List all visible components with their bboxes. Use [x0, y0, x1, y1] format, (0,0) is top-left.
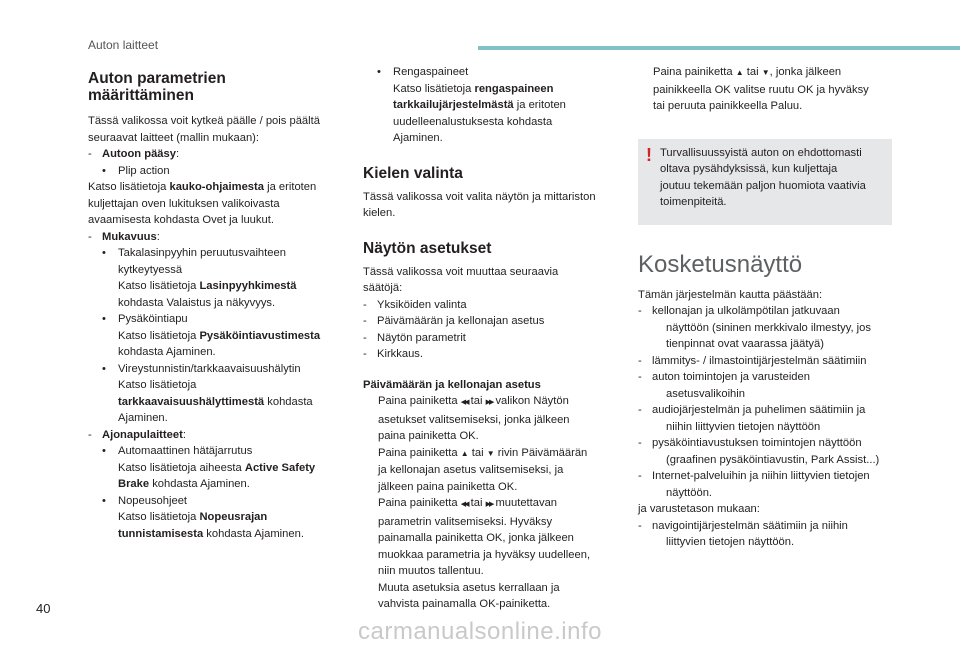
watermark: carmanualsonline.info — [358, 618, 602, 645]
text — [118, 526, 304, 543]
text: Rengaspaineet — [393, 66, 469, 78]
text: kohdasta Ajaminen. — [118, 346, 216, 358]
column-3 — [638, 64, 898, 551]
text: valikon Näytön — [492, 395, 569, 407]
text: lämmitys- / ilmastointijärjestelmän säätimiin — [652, 354, 867, 367]
arrow-icon — [363, 445, 378, 496]
text: joutuu tekemään paljon huomiota vaativia — [660, 179, 866, 192]
step-confirm — [638, 64, 898, 115]
text: asetukset valitsemiseksi, jonka jälkeen — [378, 413, 570, 426]
dash-marker: - — [638, 470, 642, 482]
lang-line-1: Tässä valikossa voit valita näytön ja mittariston — [363, 190, 596, 203]
text: Automaattinen hätäjarrutus — [118, 445, 253, 457]
bold-text: Nopeusrajan — [199, 511, 268, 523]
text — [118, 509, 304, 526]
section-heading-touchscreen: Kosketusnäyttö — [638, 250, 803, 278]
text: Paina painiketta — [653, 66, 736, 78]
text: Nopeusohjeet — [118, 494, 188, 507]
text — [118, 328, 320, 345]
bullet-text: Plip action — [118, 164, 170, 177]
text: Katso lisätietoja — [118, 280, 200, 292]
list-item — [638, 303, 898, 353]
text: kohdasta Ajaminen. — [203, 527, 304, 540]
text: kohdasta Valaistus ja näkyvyys. — [118, 296, 276, 309]
list-item — [363, 297, 615, 314]
column-1 — [88, 64, 350, 542]
text: tai — [467, 497, 486, 509]
text: asetusvalikoihin — [666, 387, 745, 400]
colon: : — [156, 230, 160, 243]
list-item — [638, 353, 898, 370]
bullet-marker: • — [102, 247, 106, 259]
step-2 — [363, 445, 615, 496]
text: toimenpiteitä. — [660, 196, 727, 208]
step-4 — [363, 580, 615, 613]
text: kellonajan ja ulkolämpötilan jatkuvaan — [652, 305, 840, 317]
bullet-marker: • — [102, 164, 106, 177]
text: ja eritoten — [263, 181, 317, 193]
text: Takalasinpyyhin peruutusvaihteen — [118, 247, 286, 259]
dash-marker: - — [638, 437, 642, 449]
bullet-tyre-pressure — [363, 64, 615, 147]
text: ja eritoten — [513, 99, 566, 111]
text: Vireystunnistin/tarkkaavaisuushälytin — [118, 362, 301, 375]
step-3 — [363, 495, 615, 580]
dash-marker: - — [638, 404, 642, 416]
list-text: Päivämäärän ja kellonajan asetus — [377, 315, 545, 327]
text — [393, 97, 566, 114]
down-icon: ▼ — [761, 68, 770, 77]
item-title-access: Autoon pääsy — [102, 148, 176, 160]
text: pysäköintiavustuksen toimintojen näyttöön — [652, 437, 862, 449]
touch-intro: Tämän järjestelmän kautta päästään: — [638, 288, 823, 301]
text: kohdasta — [264, 395, 313, 408]
arrow-icon — [638, 64, 653, 115]
safety-warning-box — [638, 139, 892, 225]
text: Katso lisätietoja — [393, 82, 475, 95]
bullet-speed-advice — [88, 493, 350, 543]
text: auton toimintojen ja varusteiden — [652, 371, 810, 383]
text: tienpinnat ovat vaarassa jäätyä) — [666, 338, 824, 350]
text: rivin Päivämäärän — [494, 446, 588, 459]
item-title-comfort: Mukavuus — [102, 230, 157, 243]
text: Ajaminen. — [393, 132, 443, 144]
disp-line-2: säätöjä: — [363, 282, 403, 294]
arrow-icon — [363, 580, 378, 613]
text: Paina painiketta — [378, 497, 461, 509]
text — [393, 81, 566, 98]
text — [378, 445, 587, 463]
text: jälkeen paina painiketta OK. — [378, 480, 518, 493]
section-heading-display-settings: Näytön asetukset — [363, 239, 492, 257]
list-item — [638, 402, 898, 435]
text: näyttöön. — [666, 486, 713, 499]
bold-text: kauko-ohjaimesta — [169, 181, 264, 193]
text: Katso lisätietoja — [118, 379, 197, 391]
bold-text: tunnistamisesta — [118, 527, 204, 540]
list-item — [363, 330, 615, 347]
text: , jonka jälkeen — [769, 66, 842, 78]
arrow-icon — [363, 393, 378, 445]
page-number: 40 — [36, 601, 51, 616]
dash-marker: - — [88, 148, 92, 160]
text: näyttöön (sininen merkkivalo ilmestyy, jos — [666, 321, 871, 334]
dash-marker: - — [363, 348, 367, 360]
bullet-plip — [88, 163, 350, 180]
bullet-attention-alert — [88, 361, 350, 427]
disp-line-1: Tässä valikossa voit muuttaa seuraavia — [363, 265, 559, 278]
double-right-icon: ▶▶ — [485, 501, 493, 508]
text: Pysäköintiapu — [118, 313, 188, 325]
list-item-access — [88, 146, 350, 163]
text: vahvista painamalla OK-painiketta. — [378, 598, 551, 610]
text: Paina painiketta — [378, 395, 461, 407]
text: paina painiketta OK. — [378, 430, 479, 442]
bold-text: tarkkailujärjestelmästä — [393, 99, 514, 111]
text — [118, 394, 313, 411]
text: parametrin valitsemiseksi. Hyväksy — [378, 515, 553, 528]
text: niihin liittyvien tietojen näyttöön — [666, 420, 821, 433]
bold-text: Brake — [118, 478, 150, 490]
dash-marker: - — [638, 305, 642, 317]
text: muutettavan — [492, 497, 558, 509]
bullet-marker: • — [102, 445, 106, 457]
header-accent-bar — [478, 46, 960, 50]
list-text: Kirkkaus. — [377, 348, 424, 360]
text: Katso lisätietoja — [118, 329, 200, 342]
text: ja kellonajan asetus valitsemiseksi, ja — [378, 464, 564, 476]
list-item — [363, 313, 615, 330]
text: muokkaa parametria ja hyväksy uudelleen, — [378, 548, 591, 561]
text: Muuta asetuksia asetus kerrallaan ja — [378, 581, 560, 594]
bullet-rear-wiper — [88, 245, 350, 311]
bullet-parking-aid — [88, 311, 350, 361]
text: Katso lisätietoja aiheesta — [118, 461, 245, 474]
intro-line-2: seuraavat laitteet (mallin mukaan): — [88, 131, 259, 144]
section-heading-vehicle-parameters — [88, 70, 350, 104]
text: navigointijärjestelmän säätimiin ja niihin — [652, 519, 848, 532]
text — [378, 495, 590, 514]
para-remote-line-2: kuljettajan oven lukituksen valikoivasta — [88, 197, 280, 210]
bullet-marker: • — [377, 66, 381, 78]
lang-line-2: kielen. — [363, 207, 396, 219]
text: Ajaminen. — [118, 412, 168, 424]
text — [118, 278, 296, 295]
step-1 — [363, 393, 615, 445]
subheading-date-time: Päivämäärän ja kellonajan asetus — [363, 378, 541, 391]
list-item — [638, 518, 898, 551]
text: kohdasta Ajaminen. — [149, 478, 250, 490]
text: tai peruuta painikkeella Paluu. — [653, 100, 803, 112]
list-item — [638, 369, 898, 402]
text: kytkeytyessä — [118, 263, 183, 276]
bold-text: Lasinpyyhkimestä — [199, 280, 297, 292]
dash-marker: - — [638, 354, 642, 367]
list-item — [638, 435, 898, 468]
bold-text: Active Safety — [244, 461, 316, 474]
down-icon: ▼ — [486, 448, 495, 458]
text: (graafinen pysäköintiavustin, Park Assist...) — [666, 453, 880, 466]
text — [653, 64, 869, 82]
colon: : — [175, 148, 180, 160]
double-left-icon: ◀◀ — [460, 399, 468, 406]
text — [118, 476, 315, 493]
text: tai — [467, 395, 486, 407]
list-item-driving-aids — [88, 427, 350, 444]
text: tai — [743, 66, 762, 78]
text: oltava pysähdyksissä, kun kuljettaja — [660, 163, 838, 175]
intro-line-1: Tässä valikossa voit kytkeä päälle / pois päältä — [88, 115, 320, 127]
text: Paina painiketta — [378, 446, 461, 459]
bold-text: rengaspaineen — [474, 82, 554, 95]
text: Internet-palveluihin ja niihin liittyvien tietojen — [652, 470, 870, 482]
column-2 — [363, 64, 615, 613]
list-item — [638, 468, 898, 501]
para-remote-line-1 — [88, 179, 350, 196]
section-heading-language: Kielen valinta — [363, 164, 463, 182]
dash-marker: - — [88, 428, 92, 441]
bullet-marker: • — [102, 313, 106, 325]
equipment-note: ja varustetason mukaan: — [638, 503, 760, 515]
bullet-marker: • — [102, 362, 106, 375]
text — [118, 460, 315, 477]
text: audiojärjestelmän ja puhelimen säätimiin ja — [652, 404, 866, 416]
dash-marker: - — [363, 315, 367, 327]
list-text: Yksiköiden valinta — [377, 298, 467, 311]
dash-marker: - — [363, 298, 367, 311]
dash-marker: - — [88, 230, 92, 243]
heading-line-2: määrittäminen — [88, 87, 194, 104]
para-remote-line-3: avaamisesta kohdasta Ovet ja luukut. — [88, 214, 274, 226]
text: tai — [468, 446, 487, 459]
text: painamalla painiketta OK, jonka jälkeen — [378, 532, 574, 544]
text: Turvallisuussyistä auton on ehdottomasti — [660, 146, 862, 159]
bullet-emergency-braking — [88, 443, 350, 493]
dash-marker: - — [363, 331, 367, 344]
up-icon: ▲ — [460, 448, 469, 458]
up-icon: ▲ — [735, 68, 744, 77]
warning-icon: ! — [646, 144, 652, 165]
dash-marker: - — [638, 519, 642, 532]
double-right-icon: ▶▶ — [485, 399, 493, 406]
bold-text: tarkkaavaisuushälyttimestä — [118, 395, 265, 408]
colon: : — [182, 428, 186, 441]
list-text: Näytön parametrit — [377, 331, 466, 344]
text — [378, 393, 570, 412]
arrow-icon — [363, 495, 378, 580]
text: Katso lisätietoja — [88, 181, 170, 193]
heading-line-1: Auton parametrien — [88, 70, 226, 87]
page-header-title: Auton laitteet — [88, 38, 159, 52]
list-item — [363, 346, 615, 363]
bold-text: Pysäköintiavustimesta — [199, 329, 321, 342]
text: Katso lisätietoja — [118, 511, 200, 523]
text: uudelleenalustuksesta kohdasta — [393, 115, 553, 128]
text: liittyvien tietojen näyttöön. — [666, 536, 795, 548]
item-title-driving-aids: Ajonapulaitteet — [102, 428, 183, 441]
dash-marker: - — [638, 371, 642, 383]
bullet-marker: • — [102, 494, 106, 507]
text: niin muutos tallentuu. — [378, 565, 484, 577]
double-left-icon: ◀◀ — [460, 501, 468, 508]
text: painikkeella OK valitse ruutu OK ja hyväksy — [653, 83, 869, 96]
list-item-comfort — [88, 229, 350, 246]
